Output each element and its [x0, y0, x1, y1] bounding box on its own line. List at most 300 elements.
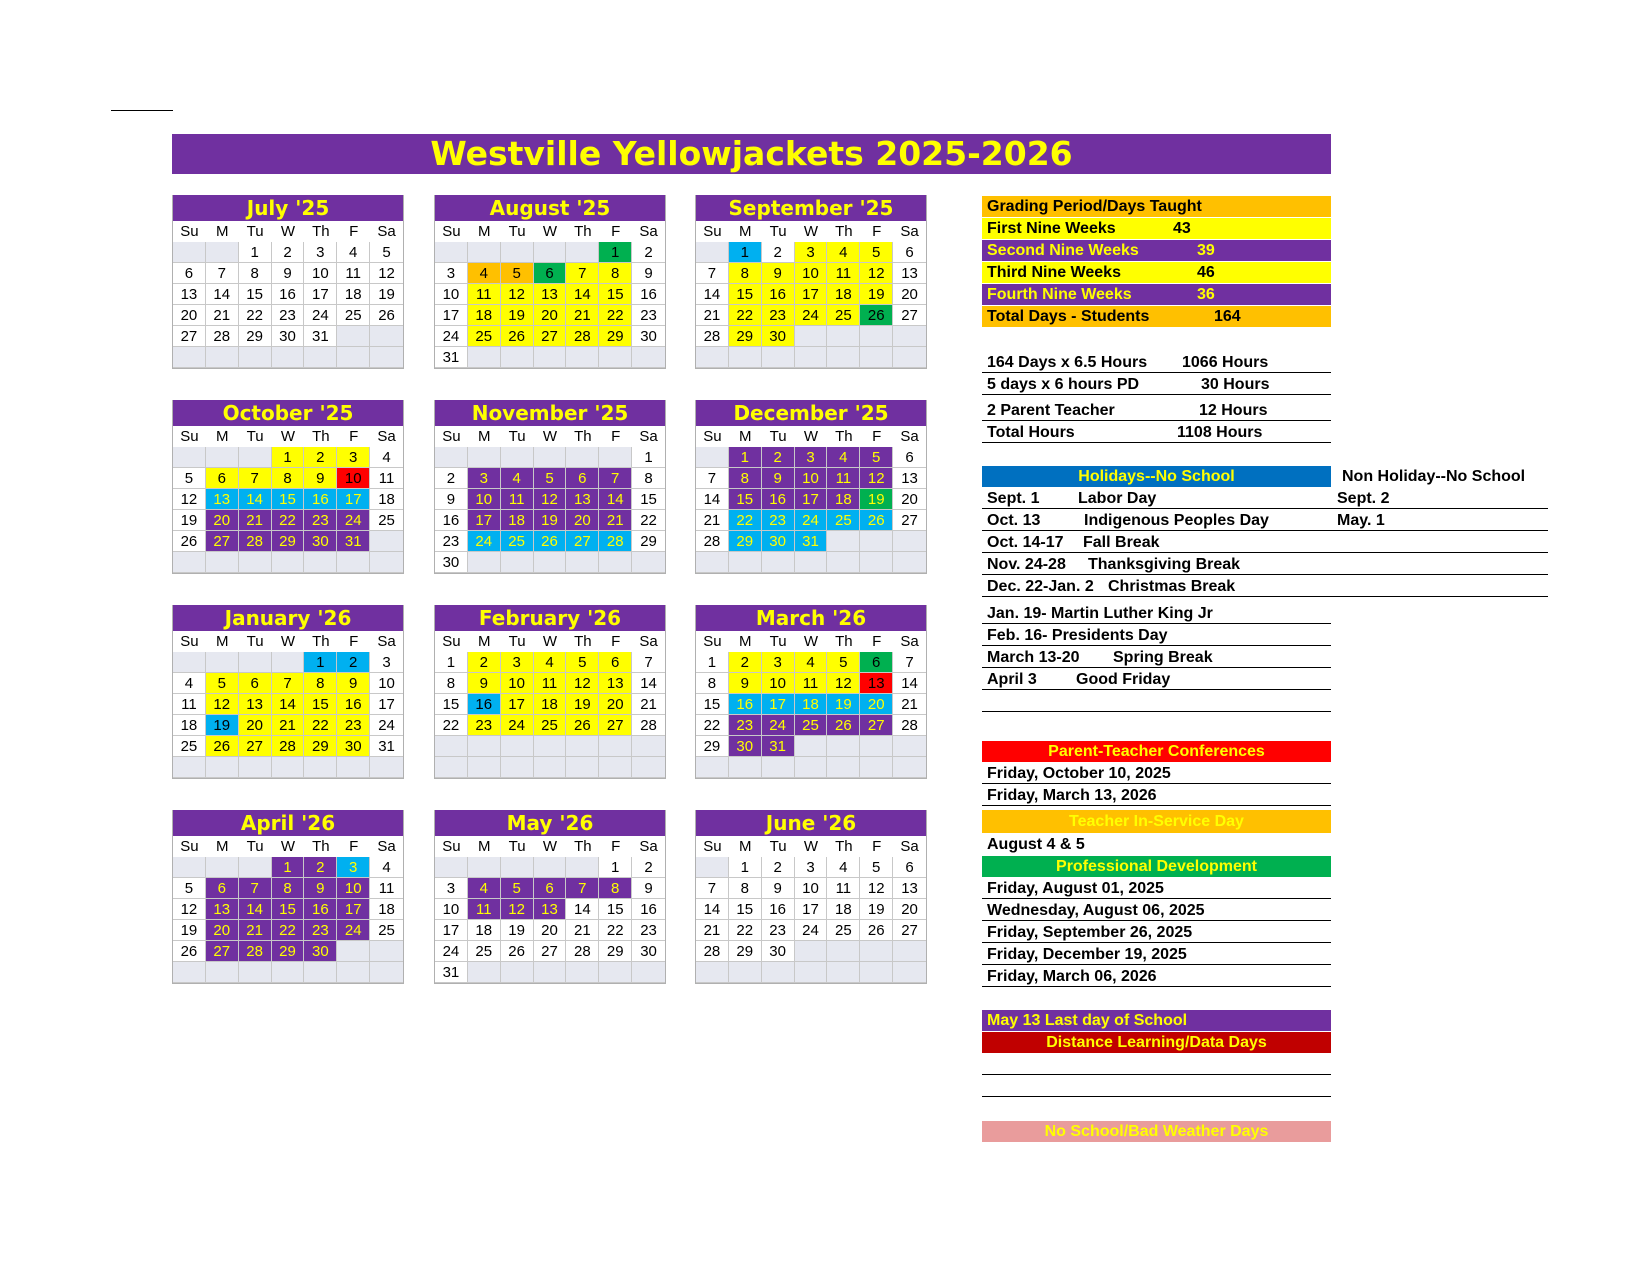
- empty-day-cell: [534, 857, 567, 878]
- day-cell: 16: [468, 694, 501, 715]
- hours-r4-value: 1108 Hours: [1177, 424, 1263, 441]
- last-day-label: May 13 Last day of School: [987, 1012, 1188, 1029]
- day-cell: 26: [827, 715, 860, 736]
- empty-day-cell: [696, 242, 729, 263]
- day-cell: 17: [337, 489, 370, 510]
- day-cell: 2: [435, 468, 468, 489]
- day-cell: 17: [762, 694, 795, 715]
- weekday-label: Tu: [239, 836, 272, 857]
- day-cell: 1: [599, 857, 632, 878]
- month-calendar: [695, 810, 927, 984]
- month-title: October '25: [173, 400, 403, 426]
- empty-day-cell: [893, 941, 926, 962]
- grading-third: [982, 262, 1331, 283]
- day-cell: 2: [632, 857, 665, 878]
- day-cell: 10: [795, 878, 828, 899]
- grading-first-value: 43: [1173, 220, 1191, 237]
- day-cell: 17: [501, 694, 534, 715]
- hours-r1-value: 1066 Hours: [1182, 354, 1269, 371]
- day-cell: 4: [501, 468, 534, 489]
- day-grid: [435, 857, 665, 983]
- day-cell: 7: [632, 652, 665, 673]
- day-cell: 19: [534, 510, 567, 531]
- day-cell: 1: [729, 242, 762, 263]
- day-cell: 9: [632, 263, 665, 284]
- holiday-text: Feb. 16- Presidents Day: [987, 627, 1168, 644]
- empty-day-cell: [893, 531, 926, 552]
- day-cell: 5: [860, 857, 893, 878]
- day-cell: 27: [534, 941, 567, 962]
- day-cell: 21: [239, 510, 272, 531]
- day-cell: 14: [239, 899, 272, 920]
- weekday-header: [435, 631, 665, 652]
- empty-day-cell: [534, 736, 567, 757]
- day-cell: 26: [173, 941, 206, 962]
- weekday-label: Th: [566, 836, 599, 857]
- day-cell: 25: [337, 305, 370, 326]
- day-cell: 27: [206, 531, 239, 552]
- day-cell: 18: [827, 489, 860, 510]
- day-cell: 1: [239, 242, 272, 263]
- day-cell: 3: [435, 878, 468, 899]
- day-cell: 9: [304, 468, 337, 489]
- day-cell: 8: [696, 673, 729, 694]
- day-cell: 14: [566, 899, 599, 920]
- weekday-header: [435, 221, 665, 242]
- day-cell: 13: [534, 284, 567, 305]
- grading-fourth: [982, 284, 1331, 305]
- day-cell: 19: [173, 510, 206, 531]
- day-cell: 23: [337, 715, 370, 736]
- weekday-label: M: [729, 426, 762, 447]
- day-cell: 5: [173, 878, 206, 899]
- empty-day-cell: [599, 757, 632, 778]
- day-cell: 18: [795, 694, 828, 715]
- weekday-label: Sa: [632, 221, 665, 242]
- day-cell: 27: [893, 920, 926, 941]
- day-cell: 3: [795, 857, 828, 878]
- day-cell: 4: [827, 447, 860, 468]
- day-cell: 1: [632, 447, 665, 468]
- empty-day-cell: [632, 736, 665, 757]
- empty-day-cell: [696, 962, 729, 983]
- day-cell: 9: [762, 468, 795, 489]
- day-cell: 12: [501, 284, 534, 305]
- empty-day-cell: [206, 757, 239, 778]
- day-cell: 23: [435, 531, 468, 552]
- weekday-label: M: [468, 426, 501, 447]
- empty-day-cell: [173, 962, 206, 983]
- bad-weather-header: [982, 1121, 1331, 1142]
- empty-day-cell: [435, 757, 468, 778]
- day-cell: 19: [173, 920, 206, 941]
- day-cell: 20: [173, 305, 206, 326]
- pd-header-label: Professional Development: [1056, 858, 1257, 875]
- weekday-label: F: [860, 221, 893, 242]
- day-cell: 31: [795, 531, 828, 552]
- month-calendar: [434, 195, 666, 369]
- month-title: December '25: [696, 400, 926, 426]
- empty-day-cell: [239, 652, 272, 673]
- weekday-label: W: [534, 426, 567, 447]
- day-cell: 8: [599, 878, 632, 899]
- holiday-row-8: [982, 647, 1331, 668]
- weekday-label: W: [272, 836, 305, 857]
- empty-day-cell: [696, 857, 729, 878]
- empty-day-cell: [599, 552, 632, 573]
- weekday-label: Tu: [762, 221, 795, 242]
- day-cell: 4: [173, 673, 206, 694]
- empty-day-cell: [795, 941, 828, 962]
- day-cell: 2: [762, 857, 795, 878]
- day-cell: 10: [762, 673, 795, 694]
- weekday-label: W: [534, 631, 567, 652]
- day-cell: 5: [860, 242, 893, 263]
- day-cell: 13: [893, 878, 926, 899]
- empty-day-cell: [173, 447, 206, 468]
- empty-day-cell: [272, 757, 305, 778]
- day-cell: 30: [729, 736, 762, 757]
- day-cell: 23: [272, 305, 305, 326]
- day-cell: 25: [173, 736, 206, 757]
- hours-row-3: [982, 400, 1331, 421]
- day-cell: 23: [762, 305, 795, 326]
- day-cell: 20: [534, 305, 567, 326]
- day-cell: 29: [239, 326, 272, 347]
- day-cell: 20: [893, 899, 926, 920]
- day-cell: 27: [173, 326, 206, 347]
- day-cell: 11: [827, 468, 860, 489]
- day-cell: 16: [304, 489, 337, 510]
- weekday-label: F: [599, 426, 632, 447]
- empty-day-cell: [534, 552, 567, 573]
- day-cell: 22: [599, 305, 632, 326]
- weekday-label: M: [206, 631, 239, 652]
- month-title: August '25: [435, 195, 665, 221]
- day-cell: 10: [304, 263, 337, 284]
- holiday-row-7: [982, 625, 1331, 646]
- day-cell: 14: [696, 284, 729, 305]
- weekday-label: W: [795, 631, 828, 652]
- weekday-label: F: [337, 836, 370, 857]
- month-title: February '26: [435, 605, 665, 631]
- day-grid: [696, 652, 926, 778]
- day-cell: 15: [599, 284, 632, 305]
- day-cell: 25: [468, 941, 501, 962]
- day-cell: 1: [272, 857, 305, 878]
- empty-day-cell: [206, 447, 239, 468]
- empty-day-cell: [632, 347, 665, 368]
- month-title: July '25: [173, 195, 403, 221]
- empty-day-cell: [860, 552, 893, 573]
- empty-day-cell: [566, 757, 599, 778]
- holiday-name: Fall Break: [1083, 534, 1160, 551]
- inservice-date: August 4 & 5: [987, 836, 1085, 853]
- weekday-label: Su: [173, 631, 206, 652]
- grading-total: [982, 306, 1331, 327]
- day-cell: 31: [304, 326, 337, 347]
- hours-row-2: [982, 374, 1331, 395]
- weekday-label: Sa: [632, 631, 665, 652]
- day-cell: 16: [762, 284, 795, 305]
- day-cell: 23: [729, 715, 762, 736]
- empty-day-cell: [337, 347, 370, 368]
- empty-day-cell: [795, 347, 828, 368]
- day-grid: [173, 652, 403, 778]
- day-cell: 1: [435, 652, 468, 673]
- day-cell: 28: [206, 326, 239, 347]
- empty-day-cell: [599, 447, 632, 468]
- day-cell: 16: [337, 694, 370, 715]
- day-cell: 20: [206, 920, 239, 941]
- distance-blank-2: [982, 1076, 1331, 1097]
- day-cell: 11: [370, 878, 403, 899]
- empty-day-cell: [599, 962, 632, 983]
- ptc-header: [982, 741, 1331, 762]
- last-day-row: [982, 1010, 1331, 1031]
- day-cell: 29: [272, 941, 305, 962]
- day-cell: 20: [239, 715, 272, 736]
- day-cell: 27: [566, 531, 599, 552]
- day-cell: 12: [370, 263, 403, 284]
- day-cell: 28: [566, 941, 599, 962]
- day-cell: 29: [729, 941, 762, 962]
- day-cell: 7: [566, 878, 599, 899]
- day-cell: 15: [729, 284, 762, 305]
- day-cell: 3: [795, 242, 828, 263]
- day-cell: 14: [599, 489, 632, 510]
- empty-day-cell: [468, 962, 501, 983]
- day-cell: 16: [272, 284, 305, 305]
- day-cell: 4: [468, 878, 501, 899]
- weekday-label: M: [468, 631, 501, 652]
- day-cell: 7: [272, 673, 305, 694]
- day-cell: 15: [599, 899, 632, 920]
- day-cell: 15: [272, 899, 305, 920]
- day-cell: 22: [435, 715, 468, 736]
- weekday-label: Sa: [370, 221, 403, 242]
- weekday-label: F: [599, 221, 632, 242]
- day-cell: 13: [860, 673, 893, 694]
- day-cell: 15: [272, 489, 305, 510]
- day-cell: 22: [272, 920, 305, 941]
- weekday-label: Th: [566, 426, 599, 447]
- weekday-header: [696, 631, 926, 652]
- weekday-label: Su: [435, 631, 468, 652]
- day-cell: 1: [304, 652, 337, 673]
- day-cell: 25: [827, 510, 860, 531]
- empty-day-cell: [337, 326, 370, 347]
- day-cell: 7: [696, 468, 729, 489]
- day-cell: 24: [795, 510, 828, 531]
- day-cell: 12: [860, 468, 893, 489]
- day-cell: 6: [893, 447, 926, 468]
- day-cell: 22: [272, 510, 305, 531]
- empty-day-cell: [729, 757, 762, 778]
- empty-day-cell: [206, 652, 239, 673]
- day-cell: 8: [729, 263, 762, 284]
- pd-date-5: [982, 966, 1331, 987]
- day-cell: 27: [206, 941, 239, 962]
- weekday-label: Su: [173, 836, 206, 857]
- day-cell: 30: [632, 326, 665, 347]
- empty-day-cell: [468, 757, 501, 778]
- empty-day-cell: [206, 347, 239, 368]
- weekday-header: [435, 836, 665, 857]
- corner-rule: [111, 110, 173, 111]
- day-cell: 5: [501, 263, 534, 284]
- weekday-label: M: [206, 836, 239, 857]
- holiday-row-6: [982, 603, 1331, 624]
- day-cell: 20: [860, 694, 893, 715]
- weekday-label: Tu: [501, 836, 534, 857]
- empty-day-cell: [827, 531, 860, 552]
- day-cell: 3: [435, 263, 468, 284]
- weekday-label: Sa: [370, 631, 403, 652]
- empty-day-cell: [206, 552, 239, 573]
- empty-day-cell: [370, 757, 403, 778]
- day-cell: 18: [370, 489, 403, 510]
- day-cell: 24: [762, 715, 795, 736]
- empty-day-cell: [370, 962, 403, 983]
- empty-day-cell: [468, 552, 501, 573]
- hours-r4-label: Total Hours: [987, 424, 1075, 441]
- empty-day-cell: [566, 347, 599, 368]
- empty-day-cell: [435, 242, 468, 263]
- day-cell: 15: [632, 489, 665, 510]
- empty-day-cell: [696, 347, 729, 368]
- day-cell: 22: [632, 510, 665, 531]
- day-cell: 25: [370, 920, 403, 941]
- day-cell: 26: [566, 715, 599, 736]
- day-cell: 16: [762, 489, 795, 510]
- day-cell: 4: [827, 242, 860, 263]
- day-cell: 6: [860, 652, 893, 673]
- day-cell: 12: [501, 899, 534, 920]
- weekday-label: F: [860, 836, 893, 857]
- day-cell: 29: [729, 326, 762, 347]
- calendar-title: Westville Yellowjackets 2025-2026: [172, 134, 1331, 174]
- day-cell: 6: [893, 857, 926, 878]
- day-cell: 5: [534, 468, 567, 489]
- day-cell: 9: [337, 673, 370, 694]
- weekday-label: Tu: [239, 631, 272, 652]
- grading-second-value: 39: [1197, 242, 1215, 259]
- day-cell: 18: [827, 284, 860, 305]
- day-cell: 22: [729, 305, 762, 326]
- distance-learning-header: [982, 1032, 1331, 1053]
- day-cell: 10: [337, 878, 370, 899]
- day-grid: [435, 652, 665, 778]
- day-cell: 6: [239, 673, 272, 694]
- day-cell: 18: [173, 715, 206, 736]
- weekday-label: F: [337, 631, 370, 652]
- day-cell: 3: [468, 468, 501, 489]
- day-cell: 17: [795, 899, 828, 920]
- weekday-label: Sa: [370, 836, 403, 857]
- empty-day-cell: [304, 347, 337, 368]
- weekday-label: Sa: [893, 221, 926, 242]
- empty-day-cell: [795, 757, 828, 778]
- day-cell: 9: [468, 673, 501, 694]
- day-cell: 11: [501, 489, 534, 510]
- empty-day-cell: [370, 941, 403, 962]
- day-cell: 14: [566, 284, 599, 305]
- empty-day-cell: [501, 736, 534, 757]
- hours-r1-label: 164 Days x 6.5 Hours: [987, 354, 1148, 371]
- day-grid: [173, 447, 403, 573]
- day-cell: 6: [173, 263, 206, 284]
- empty-day-cell: [632, 962, 665, 983]
- empty-day-cell: [696, 757, 729, 778]
- day-cell: 31: [337, 531, 370, 552]
- day-cell: 3: [501, 652, 534, 673]
- day-cell: 24: [795, 920, 828, 941]
- inservice-header-label: Teacher In-Service Day: [1069, 813, 1244, 830]
- day-cell: 11: [370, 468, 403, 489]
- day-cell: 17: [795, 284, 828, 305]
- empty-day-cell: [893, 326, 926, 347]
- day-cell: 17: [435, 920, 468, 941]
- hours-r2-value: 30 Hours: [1201, 376, 1270, 393]
- day-cell: 28: [696, 326, 729, 347]
- day-cell: 25: [501, 531, 534, 552]
- month-calendar: [434, 605, 666, 779]
- day-cell: 10: [468, 489, 501, 510]
- day-cell: 21: [696, 920, 729, 941]
- weekday-label: F: [599, 631, 632, 652]
- weekday-label: M: [729, 631, 762, 652]
- day-cell: 26: [206, 736, 239, 757]
- weekday-label: Th: [304, 836, 337, 857]
- empty-day-cell: [435, 736, 468, 757]
- day-cell: 30: [762, 531, 795, 552]
- hours-row-4: [982, 422, 1331, 443]
- inservice-date-1: [982, 834, 1331, 855]
- day-cell: 2: [632, 242, 665, 263]
- day-cell: 2: [468, 652, 501, 673]
- day-grid: [696, 447, 926, 573]
- empty-day-cell: [860, 531, 893, 552]
- day-cell: 19: [501, 920, 534, 941]
- weekday-label: F: [860, 426, 893, 447]
- day-cell: 18: [501, 510, 534, 531]
- day-cell: 31: [435, 347, 468, 368]
- non-holiday-header-label: Non Holiday--No School: [1342, 468, 1526, 485]
- grading-total-label: Total Days - Students: [987, 308, 1150, 325]
- empty-day-cell: [468, 736, 501, 757]
- day-cell: 11: [337, 263, 370, 284]
- empty-day-cell: [762, 552, 795, 573]
- weekday-label: Tu: [501, 221, 534, 242]
- day-cell: 8: [239, 263, 272, 284]
- day-cell: 28: [893, 715, 926, 736]
- weekday-label: Th: [304, 221, 337, 242]
- empty-day-cell: [468, 242, 501, 263]
- weekday-label: Su: [435, 426, 468, 447]
- day-cell: 23: [632, 920, 665, 941]
- grading-fourth-label: Fourth Nine Weeks: [987, 286, 1132, 303]
- empty-day-cell: [696, 447, 729, 468]
- pd-date-3: [982, 922, 1331, 943]
- weekday-label: Sa: [893, 631, 926, 652]
- pd-date: Wednesday, August 06, 2025: [987, 902, 1205, 919]
- empty-day-cell: [304, 552, 337, 573]
- day-cell: 15: [435, 694, 468, 715]
- day-cell: 12: [860, 878, 893, 899]
- day-cell: 7: [696, 263, 729, 284]
- month-calendar: [695, 400, 927, 574]
